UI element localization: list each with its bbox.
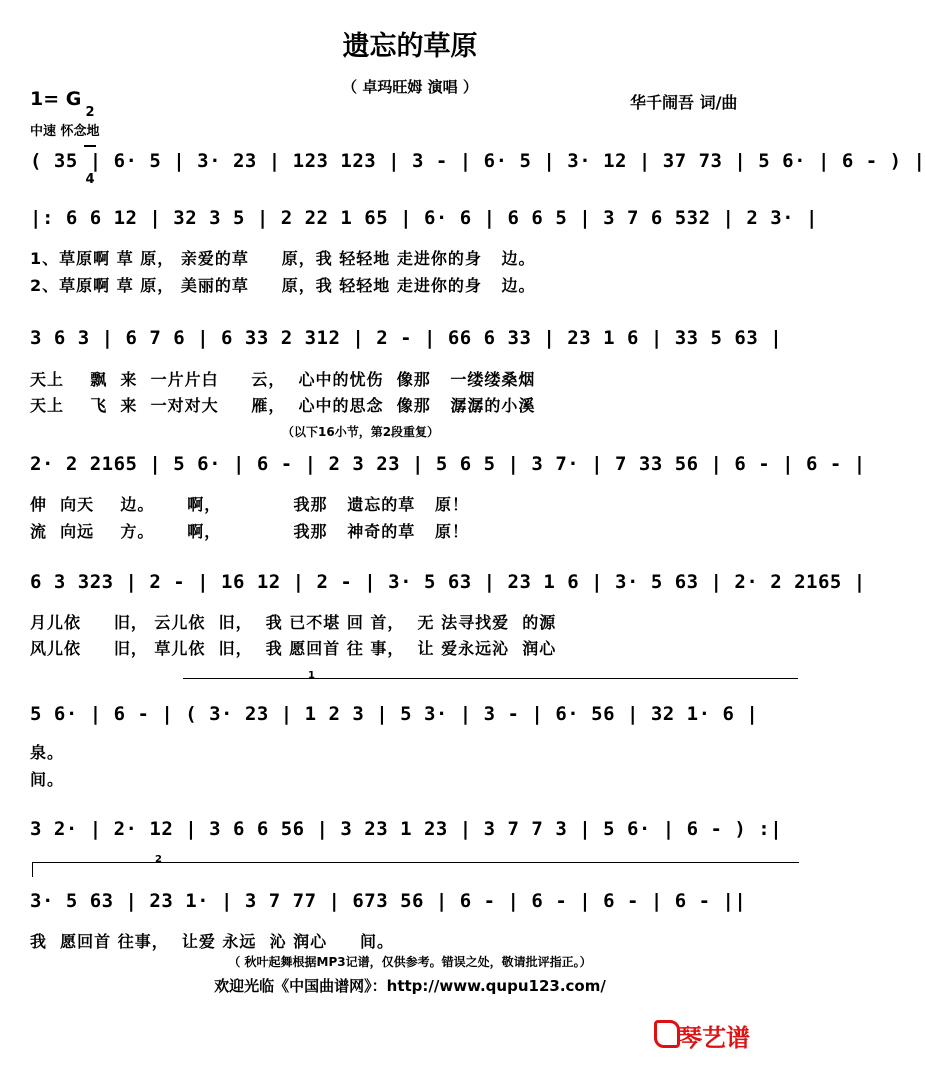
time-signature-bottom: 4	[85, 172, 95, 187]
composer-credit: 华千闹吾 词/曲	[630, 93, 738, 112]
score-row-8: 3· 5 63 | 23 1· | 3 7 77 | 673 56 | 6 - | 6 - | 6 - | 6 - ||	[30, 890, 747, 912]
score-row-4: 2· 2 2165 | 5 6· | 6 - | 2 3 23 | 5 6 5 | 3 7· | 7 33 56 | 6 - | 6 - |	[30, 453, 866, 475]
lyric-row-2-verse-2: 2、草原啊 草 原， 美丽的草 原，我 轻轻地 走进你的身 边。	[30, 276, 536, 295]
lyric-row-6-verse-1: 泉。	[30, 743, 65, 762]
lyric-row-3-verse-1: 天上 飘 来 一片片白 云， 心中的忧伤 像那 一缕缕桑烟	[30, 370, 536, 389]
brand-name: 琴艺谱	[678, 1024, 750, 1052]
lyric-row-2-verse-1: 1、草原啊 草 原， 亲爱的草 原，我 轻轻地 走进你的身 边。	[30, 249, 536, 268]
score-row-2: |: 6 6 12 | 32 3 5 | 2 22 1 65 | 6· 6 | 6 6 5 | 3 7 6 532 | 2 3· |	[30, 207, 818, 229]
singer-credit: （ 卓玛旺姆 演唱 ）	[342, 78, 478, 96]
repeat-note: （以下16小节，第2段重复）	[282, 425, 440, 439]
score-row-1: ( 35 | 6· 5 | 3· 23 | 123 123 | 3 - | 6· 5 | 3· 12 | 37 73 | 5 6· | 6 - ) |	[30, 150, 925, 172]
brand-logo-icon	[654, 1020, 680, 1048]
volta-1-number: 1	[308, 670, 315, 681]
lyric-row-4-verse-1: 伸 向天 边。 啊， 我那 遗忘的草 原！	[30, 495, 469, 514]
score-row-7: 3 2· | 2· 12 | 3 6 6 56 | 3 23 1 23 | 3 7 7 3 | 5 6· | 6 - ) :|	[30, 818, 783, 840]
lyric-row-5-verse-2: 风儿依 旧， 草儿依 旧， 我 愿回首 往 事， 让 爱永远沁 润心	[30, 639, 557, 658]
lyric-row-8: 我 愿回首 往事， 让爱 永远 沁 润心 间。	[30, 932, 394, 951]
page-title: 遗忘的草原	[342, 31, 478, 62]
volta-bracket-1	[183, 670, 798, 693]
score-row-6: 5 6· | 6 - | ( 3· 23 | 1 2 3 | 5 3· | 3 - | 6· 56 | 32 1· 6 |	[30, 703, 759, 725]
lyric-row-6-verse-2: 间。	[30, 770, 65, 789]
transcription-note: （ 秋叶起舞根据MP3记谱，仅供参考。错误之处，敬请批评指正。）	[228, 955, 592, 969]
lyric-row-5-verse-1: 月儿依 旧， 云儿依 旧， 我 已不堪 回 首， 无 法寻找爱 的源	[30, 613, 557, 632]
time-signature-top: 2	[85, 105, 95, 120]
score-row-3: 3 6 3 | 6 7 6 | 6 33 2 312 | 2 - | 66 6 33 | 23 1 6 | 33 5 63 |	[30, 327, 783, 349]
site-link[interactable]: 欢迎光临《中国曲谱网》：http://www.qupu123.com/	[214, 977, 606, 995]
lyric-row-3-verse-2: 天上 飞 来 一对对大 雁， 心中的思念 像那 潺潺的小溪	[30, 396, 536, 415]
volta-2-number: 2	[155, 854, 162, 865]
lyric-row-4-verse-2: 流 向远 方。 啊， 我那 神奇的草 原！	[30, 522, 469, 541]
volta-bracket-2	[32, 854, 799, 877]
key-signature: 1= G	[30, 88, 82, 110]
score-row-5: 6 3 323 | 2 - | 16 12 | 2 - | 3· 5 63 | 23 1 6 | 3· 5 63 | 2· 2 2165 |	[30, 571, 866, 593]
time-signature	[84, 80, 96, 199]
tempo-marking: 中速 怀念地	[30, 124, 100, 139]
